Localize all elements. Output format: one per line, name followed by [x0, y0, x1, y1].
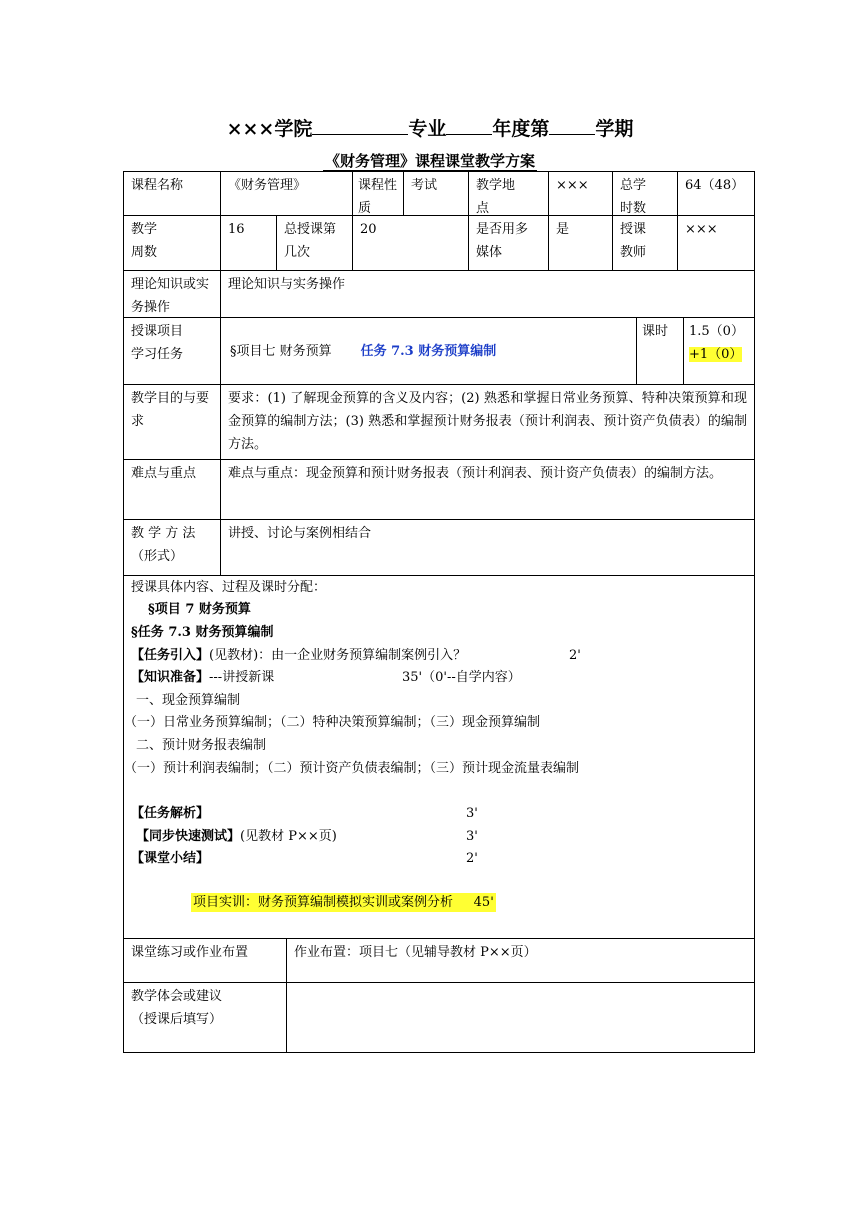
period-value-extra: +1（0） [689, 347, 743, 362]
period-label: 课时 [642, 324, 669, 339]
multimedia-value: 是 [556, 222, 570, 237]
year-label: 年度第 [492, 118, 550, 140]
summary-time: 2' [466, 851, 478, 866]
knowledge-type-value: 理论知识与实务操作 [228, 277, 346, 292]
analysis-tag: 【任务解析】 [131, 806, 210, 821]
analysis-time: 3' [466, 806, 478, 821]
reflection-label-note: （授课后填写） [131, 1012, 223, 1027]
practice-text: 项目实训：财务预算编制模拟实训或案例分析 45' [193, 895, 494, 910]
content-test [136, 827, 337, 847]
lead-in-time: 2' [569, 648, 581, 663]
content-item1-sub: （一）日常业务预算编制；（二）特种决策预算编制；（三）现金预算编制 [124, 715, 541, 730]
content-project: §项目 7 财务预算 [148, 602, 251, 617]
semester-label: 学期 [595, 118, 634, 140]
plan-title-text: 《财务管理》课程课堂教学方案 [324, 152, 535, 170]
semester-blank [549, 116, 595, 135]
prep-text: ---讲授新课 [209, 670, 275, 685]
reflection-value[interactable] [286, 982, 755, 1053]
homework-label: 课堂练习或作业布置 [131, 945, 249, 960]
teacher-label: 授课教师 [620, 222, 647, 260]
lead-in-text: (见教材)：由一企业财务预算编制案例引入？ [209, 648, 467, 663]
teaching-place-value: ××× [556, 178, 589, 193]
content-item2: 二、预计财务报表编制 [136, 738, 267, 753]
year-blank [446, 116, 492, 135]
period-value [683, 317, 755, 384]
content-item2-sub: （一）预计利润表编制；（二）预计资产负债表编制；（三）预计现金流量表编制 [124, 761, 580, 776]
total-hours-label: 总学时数 [620, 178, 647, 215]
major-label: 专业 [408, 118, 447, 140]
teaching-weeks-label: 教学周数 [131, 222, 158, 260]
project-task-value [226, 340, 636, 366]
objectives-value: 要求：(1) 了解现金预算的含义及内容；(2) 熟悉和掌握日常业务预算、特种决策预算和现金预算的编制方法；(3) 熟悉和掌握预计财务报表（预计利润表、预计资产负债表）的编制方法。 [228, 391, 747, 452]
task-name: 任务 7.3 财务预算编制 [360, 344, 497, 359]
page-header [0, 114, 860, 141]
content-practice [191, 893, 496, 913]
summary-tag: 【课堂小结】 [131, 851, 210, 866]
reflection-label [123, 982, 286, 1053]
test-time: 3' [466, 829, 478, 844]
course-nature-value: 考试 [411, 178, 438, 193]
session-number-value: 20 [360, 222, 377, 237]
course-nature-label: 课程性质 [358, 178, 398, 215]
total-hours-value: 64（48） [685, 178, 745, 193]
project-name: §项目七 财务预算 [230, 344, 332, 359]
knowledge-type-label: 理论知识或实务操作 [131, 277, 210, 315]
content-prep [131, 668, 274, 688]
multimedia-label: 是否用多媒体 [476, 222, 529, 260]
row-divider [123, 575, 755, 576]
teacher-value: ××× [685, 222, 718, 237]
reflection-label-main: 教学体会或建议 [131, 989, 223, 1004]
prep-tag: 【知识准备】 [131, 670, 210, 685]
objectives-label: 教学目的与要求 [131, 391, 210, 429]
project-task-label: 授课项目学习任务 [131, 324, 184, 362]
period-value-primary: 1.5（0） [689, 324, 744, 339]
content-item1: 一、现金预算编制 [136, 693, 241, 708]
lead-in-tag: 【任务引入】 [131, 648, 210, 663]
content-lead-in [131, 646, 466, 666]
method-value: 讲授、讨论与案例相结合 [228, 526, 372, 541]
key-points-label: 难点与重点 [131, 466, 197, 481]
major-blank [312, 116, 408, 135]
homework-value: 作业布置：项目七（见辅导教材 P××页） [294, 945, 537, 960]
test-tag: 【同步快速测试】 [136, 829, 241, 844]
college-name: ×××学院 [226, 118, 313, 140]
plan-title [0, 150, 860, 171]
teaching-weeks-value: 16 [228, 222, 245, 237]
course-name-label: 课程名称 [131, 178, 184, 193]
key-points-value: 难点与重点：现金预算和预计财务报表（预计利润表、预计资产负债表）的编制方法。 [228, 466, 723, 481]
session-number-label: 总授课第几次 [284, 222, 337, 260]
content-task: §任务 7.3 财务预算编制 [131, 625, 274, 640]
teaching-place-label: 教学地点 [476, 178, 516, 215]
content-intro: 授课具体内容、过程及课时分配： [131, 580, 327, 595]
prep-time: 35'（0'--自学内容） [402, 670, 521, 685]
course-name-value: 《财务管理》 [228, 178, 307, 193]
method-label: 教 学 方 法（形式） [131, 526, 196, 564]
test-text: (见教材 P××页) [240, 829, 337, 844]
